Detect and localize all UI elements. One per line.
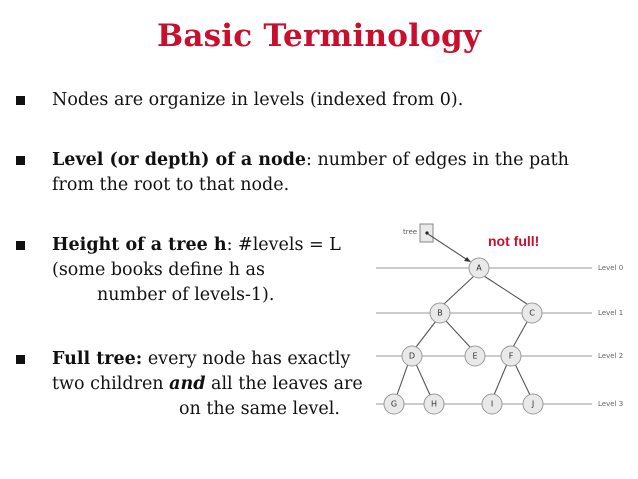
level-label: Level 0 (598, 264, 624, 272)
bullet-line (52, 148, 569, 173)
bullet-line (52, 233, 341, 258)
term-bold: Full tree: (52, 349, 143, 369)
term-bold: Level (or depth) of a node (52, 150, 307, 170)
tree-node (522, 303, 542, 323)
svg-text:F: F (508, 351, 514, 361)
pointer-label: tree (403, 228, 418, 236)
bullet-marker-icon (16, 241, 25, 250)
tree-node (402, 346, 422, 366)
tree-edge (515, 364, 530, 395)
definition-text: : number of edges in the path (306, 150, 569, 170)
tree-node (430, 303, 450, 323)
tree-edge (416, 321, 436, 347)
bullet-marker-icon (16, 355, 25, 364)
svg-text:E: E (472, 351, 478, 361)
tree-diagram (370, 215, 632, 420)
tree-edge (484, 276, 527, 304)
tree-edge (446, 321, 470, 347)
bullet-line (52, 347, 363, 372)
svg-text:I: I (490, 399, 494, 409)
bullet-text (52, 347, 363, 422)
tree-node (384, 394, 404, 414)
tree-node (469, 258, 489, 278)
svg-text:A: A (476, 263, 482, 273)
bullet-line: number of levels-1). (97, 285, 275, 305)
tree-node (482, 394, 502, 414)
bullet-line (52, 372, 363, 397)
level-label: Level 3 (598, 400, 624, 408)
tree-node (501, 346, 521, 366)
svg-text:J: J (531, 399, 535, 409)
tree-edge (397, 364, 408, 395)
line-part: two children (52, 374, 170, 394)
bullet-line: on the same level. (179, 399, 340, 419)
definition-text: : #levels = L (226, 235, 341, 255)
emphasis-and: and (169, 374, 206, 394)
term-bold: Height of a tree h (52, 235, 227, 255)
definition-text: every node has exactly (142, 349, 351, 369)
svg-text:G: G (390, 399, 398, 409)
svg-text:D: D (408, 351, 416, 361)
tree-edge (444, 276, 474, 304)
page-title: Basic Terminology (156, 18, 482, 54)
level-label: Level 1 (598, 309, 624, 317)
tree-node (424, 394, 444, 414)
level-label: Level 2 (598, 352, 624, 360)
bullet-marker-icon (16, 96, 25, 105)
line-part: all the leaves are (205, 374, 363, 394)
svg-text:C: C (529, 308, 535, 318)
tree-edge (513, 322, 527, 347)
tree-edge (416, 364, 430, 395)
tree-node (465, 346, 485, 366)
svg-text:B: B (437, 308, 443, 318)
bullet-line: (some books define h as (52, 260, 265, 280)
tree-edge (494, 364, 507, 395)
bullet-marker-icon (16, 156, 25, 165)
svg-text:H: H (430, 399, 438, 409)
not-full-annotation: not full! (488, 233, 540, 249)
pointer-edge (428, 234, 469, 261)
bullet-line: from the root to that node. (52, 175, 290, 195)
bullet-text (52, 148, 569, 198)
bullet-text (52, 233, 341, 308)
bullet-plain-text: Nodes are organize in levels (indexed from 0). (52, 90, 464, 110)
tree-node (523, 394, 543, 414)
bullet-text (52, 88, 463, 113)
